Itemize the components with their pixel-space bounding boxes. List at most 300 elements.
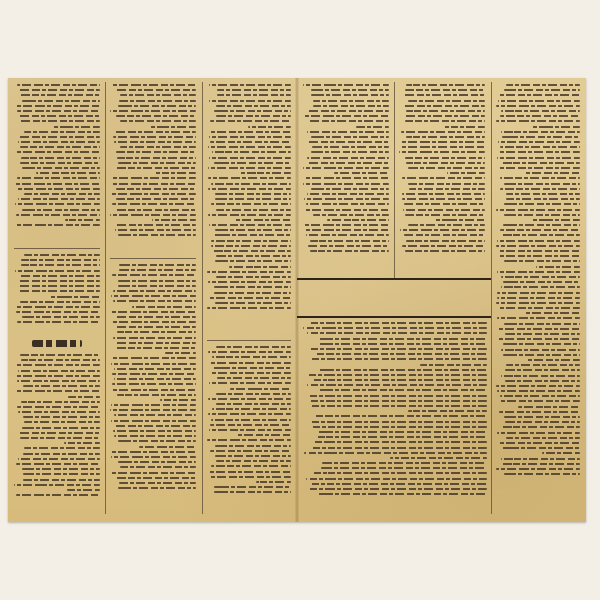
text-line bbox=[210, 131, 291, 133]
text-line bbox=[309, 405, 487, 407]
text-line bbox=[311, 379, 487, 381]
text-line bbox=[229, 266, 291, 268]
text-line bbox=[304, 224, 389, 226]
text-line bbox=[112, 203, 196, 205]
text-line bbox=[118, 280, 196, 282]
text-line bbox=[500, 146, 580, 148]
text-line bbox=[303, 84, 389, 86]
text-line bbox=[499, 94, 580, 96]
text-line bbox=[406, 240, 485, 242]
text-line bbox=[403, 209, 485, 211]
text-line bbox=[319, 389, 487, 391]
text-line bbox=[18, 136, 100, 138]
text-line bbox=[313, 105, 389, 107]
text-line bbox=[18, 141, 100, 143]
text-line bbox=[21, 259, 100, 261]
text-line bbox=[310, 447, 487, 449]
text-line bbox=[402, 193, 485, 195]
text-line bbox=[211, 203, 291, 205]
text-line bbox=[24, 193, 100, 195]
text-line bbox=[307, 110, 389, 112]
text-line bbox=[235, 219, 291, 221]
text-line bbox=[498, 167, 580, 169]
text-line bbox=[321, 467, 487, 469]
text-line bbox=[16, 311, 100, 313]
text-line bbox=[498, 141, 580, 143]
text-line bbox=[308, 348, 487, 350]
text-line bbox=[18, 89, 100, 91]
text-line bbox=[308, 162, 389, 164]
text-line bbox=[152, 219, 196, 221]
text-line bbox=[501, 375, 580, 377]
text-line bbox=[112, 383, 196, 385]
text-line bbox=[111, 295, 196, 297]
text-line bbox=[211, 465, 291, 467]
text-line bbox=[501, 286, 580, 288]
text-line bbox=[116, 347, 196, 349]
text-line bbox=[209, 471, 291, 473]
text-line bbox=[111, 311, 196, 313]
text-line bbox=[497, 390, 580, 392]
text-line bbox=[22, 209, 100, 211]
text-line bbox=[215, 302, 291, 304]
text-line bbox=[65, 219, 100, 221]
text-line bbox=[118, 105, 196, 107]
text-line bbox=[525, 172, 580, 174]
column-left-1c bbox=[14, 354, 100, 514]
text-line bbox=[502, 447, 580, 449]
text-line bbox=[501, 426, 580, 428]
text-line bbox=[216, 255, 291, 257]
text-line bbox=[319, 338, 487, 340]
text-line bbox=[308, 120, 389, 122]
text-line bbox=[404, 203, 485, 205]
text-line bbox=[305, 177, 389, 179]
text-line bbox=[303, 183, 389, 185]
text-line bbox=[248, 126, 291, 128]
text-line bbox=[118, 234, 196, 236]
text-line bbox=[15, 203, 100, 205]
text-line bbox=[111, 404, 196, 406]
text-line bbox=[113, 300, 196, 302]
text-line bbox=[497, 157, 580, 159]
text-line bbox=[435, 219, 485, 221]
text-line bbox=[209, 157, 291, 159]
text-line bbox=[215, 193, 291, 195]
text-line bbox=[117, 331, 196, 333]
text-line bbox=[308, 322, 487, 324]
text-line bbox=[214, 486, 291, 488]
text-line bbox=[506, 437, 580, 439]
text-line bbox=[313, 214, 389, 216]
text-line bbox=[165, 352, 196, 354]
text-line bbox=[209, 382, 291, 384]
text-line bbox=[209, 224, 291, 226]
text-line bbox=[208, 281, 291, 283]
text-line bbox=[237, 434, 291, 436]
text-line bbox=[309, 358, 487, 360]
text-line bbox=[116, 198, 196, 200]
text-line bbox=[216, 115, 291, 117]
text-line bbox=[67, 489, 100, 491]
text-line bbox=[504, 183, 580, 185]
text-line bbox=[23, 479, 100, 481]
text-line bbox=[23, 453, 100, 455]
text-line bbox=[216, 393, 291, 395]
text-line bbox=[307, 384, 487, 386]
text-line bbox=[500, 188, 580, 190]
text-line bbox=[500, 395, 580, 397]
text-line bbox=[14, 484, 100, 486]
text-line bbox=[18, 458, 100, 460]
text-line bbox=[496, 385, 580, 387]
text-line bbox=[17, 380, 100, 382]
text-line bbox=[119, 100, 196, 102]
text-line bbox=[497, 432, 580, 434]
text-line bbox=[496, 120, 580, 122]
text-line bbox=[21, 359, 100, 361]
text-line bbox=[20, 146, 100, 148]
text-line bbox=[501, 458, 580, 460]
text-line bbox=[113, 290, 196, 292]
text-line bbox=[505, 333, 580, 335]
text-line bbox=[17, 321, 100, 323]
text-line bbox=[307, 131, 389, 133]
text-line bbox=[536, 266, 580, 268]
text-line bbox=[214, 234, 291, 236]
text-line bbox=[114, 414, 196, 416]
text-line bbox=[210, 424, 291, 426]
text-line bbox=[503, 224, 580, 226]
text-line bbox=[208, 167, 291, 169]
text-line bbox=[118, 162, 196, 164]
text-line bbox=[154, 172, 196, 174]
text-line bbox=[19, 120, 100, 122]
text-line bbox=[501, 162, 580, 164]
text-line bbox=[503, 281, 580, 283]
text-line bbox=[303, 167, 389, 169]
text-line bbox=[20, 94, 100, 96]
text-line bbox=[312, 441, 487, 443]
text-line bbox=[214, 162, 291, 164]
text-line bbox=[116, 151, 196, 153]
text-line bbox=[305, 229, 389, 231]
column-rule bbox=[202, 82, 203, 514]
text-line bbox=[119, 264, 196, 266]
text-line bbox=[496, 245, 580, 247]
text-line bbox=[149, 126, 196, 128]
text-line bbox=[318, 493, 487, 495]
text-line bbox=[498, 328, 580, 330]
text-line bbox=[356, 126, 389, 128]
column-left-3 bbox=[207, 84, 291, 334]
text-line bbox=[16, 188, 100, 190]
text-line bbox=[118, 440, 196, 442]
text-line bbox=[117, 394, 196, 396]
text-line bbox=[120, 94, 196, 96]
text-line bbox=[115, 89, 196, 91]
text-line bbox=[496, 105, 580, 107]
text-line bbox=[501, 276, 580, 278]
text-line bbox=[24, 447, 100, 449]
text-line bbox=[311, 136, 389, 138]
text-line bbox=[496, 468, 580, 470]
text-line bbox=[112, 389, 196, 391]
column-rule bbox=[491, 82, 492, 514]
text-line bbox=[112, 373, 196, 375]
text-line bbox=[16, 105, 100, 107]
text-line bbox=[405, 214, 485, 216]
text-line bbox=[402, 245, 485, 247]
text-line bbox=[116, 115, 196, 117]
column-left-2 bbox=[110, 84, 196, 254]
text-line bbox=[313, 100, 389, 102]
text-line bbox=[402, 198, 485, 200]
text-line bbox=[18, 198, 100, 200]
text-line bbox=[116, 188, 196, 190]
text-line bbox=[115, 224, 196, 226]
text-line bbox=[208, 351, 291, 353]
text-line bbox=[112, 84, 196, 86]
text-line bbox=[209, 84, 291, 86]
text-line bbox=[116, 209, 196, 211]
text-line bbox=[209, 429, 291, 431]
text-line bbox=[116, 167, 196, 169]
text-line bbox=[499, 411, 580, 413]
text-line bbox=[209, 476, 291, 478]
text-line bbox=[214, 110, 291, 112]
text-line bbox=[211, 183, 291, 185]
text-line bbox=[22, 316, 100, 318]
text-line bbox=[21, 157, 100, 159]
text-line bbox=[120, 120, 196, 122]
text-line bbox=[498, 307, 580, 309]
text-line bbox=[215, 198, 291, 200]
text-line bbox=[111, 451, 196, 453]
text-line bbox=[36, 172, 100, 174]
text-line bbox=[322, 462, 487, 464]
text-line bbox=[111, 357, 196, 359]
text-line bbox=[409, 188, 485, 190]
text-line bbox=[230, 388, 291, 390]
text-line bbox=[110, 110, 196, 112]
text-line bbox=[496, 209, 580, 211]
text-line bbox=[542, 452, 580, 454]
text-line bbox=[501, 349, 580, 351]
text-line bbox=[531, 219, 580, 221]
text-line bbox=[499, 255, 580, 257]
text-line bbox=[21, 401, 100, 403]
text-line bbox=[399, 151, 485, 153]
text-line bbox=[23, 473, 100, 475]
text-line bbox=[497, 297, 580, 299]
text-line bbox=[408, 167, 485, 169]
text-line bbox=[211, 240, 291, 242]
text-line bbox=[215, 455, 291, 457]
text-line bbox=[18, 285, 100, 287]
text-line bbox=[311, 94, 389, 96]
text-line bbox=[504, 214, 580, 216]
text-line bbox=[499, 250, 580, 252]
text-line bbox=[214, 491, 291, 493]
column-left-1 bbox=[14, 84, 100, 244]
text-line bbox=[408, 100, 485, 102]
text-line bbox=[304, 115, 389, 117]
text-line bbox=[113, 337, 196, 339]
text-line bbox=[216, 105, 291, 107]
text-line bbox=[315, 353, 487, 355]
text-line bbox=[208, 188, 291, 190]
text-line bbox=[15, 183, 100, 185]
text-line bbox=[110, 193, 196, 195]
text-line bbox=[443, 126, 485, 128]
text-line bbox=[15, 375, 100, 377]
newspaper-spread bbox=[8, 78, 586, 522]
section-rule bbox=[110, 258, 196, 259]
text-line bbox=[498, 100, 580, 102]
text-line bbox=[209, 297, 291, 299]
text-line bbox=[406, 110, 485, 112]
text-line bbox=[64, 442, 100, 444]
text-line bbox=[501, 131, 580, 133]
text-line bbox=[310, 250, 389, 252]
text-line bbox=[111, 420, 196, 422]
text-line bbox=[209, 136, 291, 138]
text-line bbox=[115, 316, 196, 318]
text-line bbox=[504, 473, 580, 475]
text-line bbox=[303, 327, 487, 329]
text-line bbox=[111, 321, 196, 323]
column-right-2 bbox=[399, 84, 485, 274]
text-line bbox=[503, 354, 580, 356]
text-line bbox=[306, 234, 389, 236]
text-line bbox=[16, 494, 100, 496]
column-rule bbox=[105, 82, 106, 514]
text-line bbox=[497, 317, 580, 319]
text-line bbox=[52, 126, 100, 128]
column-rule bbox=[394, 82, 395, 278]
text-line bbox=[405, 89, 485, 91]
text-line bbox=[110, 409, 196, 411]
text-line bbox=[217, 94, 291, 96]
text-line bbox=[111, 472, 196, 474]
text-line bbox=[401, 131, 485, 133]
text-line bbox=[18, 290, 100, 292]
text-line bbox=[207, 439, 291, 441]
text-line bbox=[406, 162, 485, 164]
text-line bbox=[112, 274, 196, 276]
text-line bbox=[215, 445, 291, 447]
text-line bbox=[22, 427, 100, 429]
text-line bbox=[307, 157, 389, 159]
text-line bbox=[15, 306, 100, 308]
text-line bbox=[498, 338, 580, 340]
text-line bbox=[114, 368, 196, 370]
text-line bbox=[118, 487, 196, 489]
text-line bbox=[311, 89, 389, 91]
text-line bbox=[306, 203, 389, 205]
text-line bbox=[402, 177, 485, 179]
text-line bbox=[110, 214, 196, 216]
text-line bbox=[22, 100, 100, 102]
masthead-rule-bottom bbox=[297, 316, 491, 318]
text-line bbox=[307, 332, 487, 334]
text-line bbox=[17, 84, 100, 86]
text-line bbox=[311, 188, 389, 190]
text-line bbox=[504, 89, 580, 91]
text-line bbox=[114, 131, 196, 133]
section-rule bbox=[14, 248, 100, 249]
masthead-title bbox=[357, 282, 487, 314]
masthead-rule-top bbox=[297, 278, 491, 280]
text-line bbox=[306, 478, 487, 480]
text-line bbox=[21, 264, 100, 266]
text-line bbox=[208, 398, 291, 400]
text-line bbox=[112, 183, 196, 185]
text-line bbox=[401, 146, 485, 148]
text-line bbox=[503, 343, 580, 345]
text-line bbox=[217, 89, 291, 91]
text-line bbox=[18, 280, 100, 282]
text-line bbox=[447, 172, 485, 174]
text-line bbox=[404, 115, 485, 117]
text-line bbox=[498, 151, 580, 153]
text-line bbox=[116, 477, 196, 479]
text-line bbox=[139, 446, 196, 448]
text-line bbox=[506, 193, 580, 195]
text-line bbox=[113, 430, 196, 432]
text-line bbox=[420, 364, 487, 366]
text-line bbox=[308, 245, 389, 247]
text-line bbox=[118, 285, 196, 287]
text-line bbox=[526, 359, 580, 361]
text-line bbox=[502, 136, 580, 138]
text-line bbox=[114, 435, 196, 437]
text-line bbox=[114, 425, 196, 427]
masthead bbox=[297, 282, 491, 314]
text-line bbox=[208, 146, 291, 148]
text-line bbox=[132, 306, 196, 308]
text-line bbox=[216, 346, 291, 348]
text-line bbox=[327, 219, 389, 221]
text-line bbox=[22, 468, 100, 470]
text-line bbox=[500, 115, 580, 117]
text-line bbox=[306, 374, 487, 376]
text-line bbox=[506, 364, 580, 366]
text-line bbox=[115, 326, 196, 328]
text-line bbox=[304, 198, 389, 200]
text-line bbox=[16, 214, 100, 216]
text-line bbox=[24, 421, 100, 423]
text-line bbox=[17, 406, 100, 408]
text-line bbox=[216, 209, 291, 211]
text-line bbox=[334, 172, 389, 174]
column-right-1 bbox=[303, 84, 389, 274]
text-line bbox=[497, 292, 580, 294]
text-line bbox=[207, 271, 291, 273]
section-title bbox=[32, 340, 82, 347]
column-left-1b bbox=[14, 254, 100, 332]
text-line bbox=[501, 110, 580, 112]
text-line bbox=[117, 157, 196, 159]
text-line bbox=[404, 94, 485, 96]
text-line bbox=[501, 234, 580, 236]
text-line bbox=[406, 84, 485, 86]
text-line bbox=[209, 100, 291, 102]
text-line bbox=[311, 151, 389, 153]
text-line bbox=[24, 131, 100, 133]
text-line bbox=[215, 260, 291, 262]
